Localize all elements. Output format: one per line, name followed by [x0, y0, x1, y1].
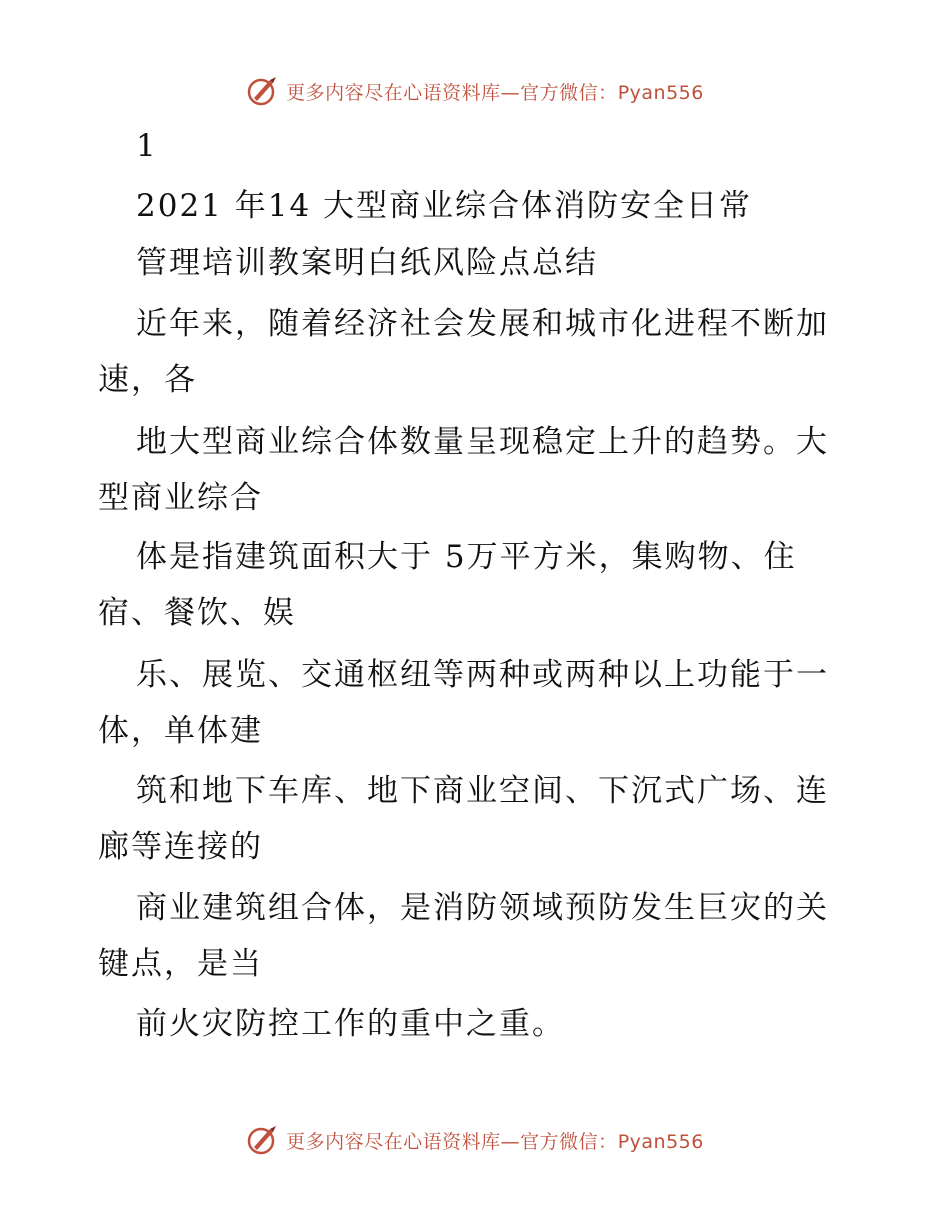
footer-watermark-text — [286, 1127, 704, 1154]
header-wechat-label: 官方微信： — [520, 81, 618, 104]
header-wechat-id: Pyan556 — [617, 81, 704, 104]
body-line: 宿、餐饮、娱 — [98, 595, 296, 631]
body-line: 体，单体建 — [98, 713, 263, 749]
body-line: 前火灾防控工作的重中之重。 — [136, 1006, 565, 1042]
body-line: 键点，是当 — [98, 946, 263, 982]
body-line: 体是指建筑面积大于 5万平方米，集购物、住 — [136, 539, 797, 575]
body-line: 乐、展览、交通枢纽等两种或两种以上功能于一 — [136, 657, 829, 693]
title-line-2: 管理培训教案明白纸风险点总结 — [136, 245, 598, 281]
footer-watermark-banner — [0, 1120, 950, 1160]
body-line: 地大型商业综合体数量呈现稳定上升的趋势。大 — [136, 424, 829, 460]
quill-logo-icon — [246, 1123, 280, 1157]
body-line: 筑和地下车库、地下商业空间、下沉式广场、连 — [136, 773, 829, 809]
body-line: 近年来，随着经济社会发展和城市化进程不断加 — [136, 306, 829, 342]
body-line: 速，各 — [98, 362, 197, 398]
header-separator: — — [500, 81, 521, 104]
header-site-text: 更多内容尽在心语资料库 — [286, 81, 501, 104]
body-line: 廊等连接的 — [98, 829, 263, 865]
body-line: 型商业综合 — [98, 480, 263, 516]
footer-wechat-id: Pyan556 — [617, 1130, 704, 1153]
footer-separator: — — [500, 1130, 521, 1153]
footer-wechat-label: 官方微信： — [520, 1130, 618, 1153]
footer-site-text: 更多内容尽在心语资料库 — [286, 1130, 501, 1153]
title-line-1: 2021 年14 大型商业综合体消防安全日常 — [136, 188, 753, 224]
body-line: 商业建筑组合体，是消防领域预防发生巨灾的关 — [136, 890, 829, 926]
page-number: 1 — [136, 128, 158, 164]
